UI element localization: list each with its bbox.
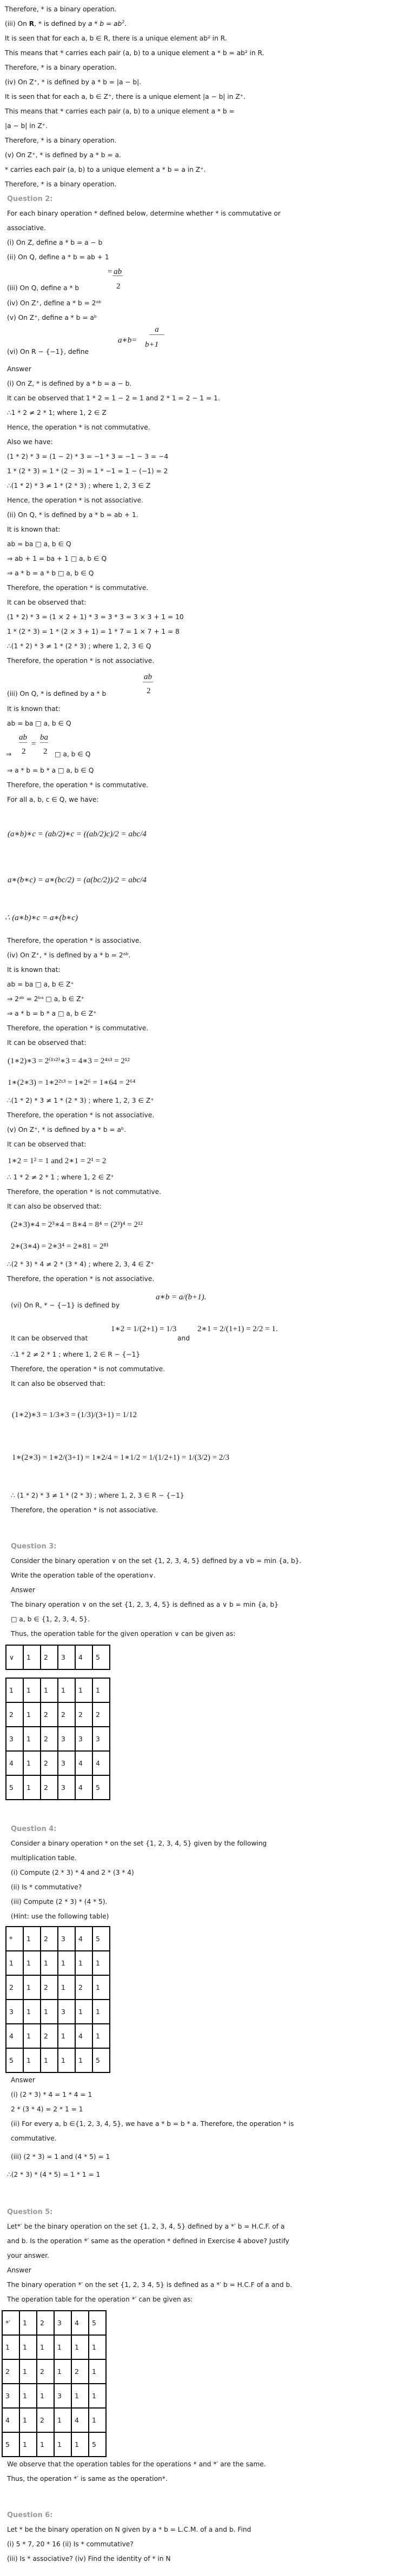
- table-cell: 3: [58, 1751, 75, 1775]
- text-line: It can be observed that:: [7, 1039, 87, 1046]
- table-cell: 2: [37, 2311, 54, 2335]
- text-line: ⇒ 2ᵃᵇ = 2ᵇᵃ □ a, b ∈ Z⁺: [7, 995, 84, 1003]
- text: (iii) On Q, define a * b: [7, 284, 79, 292]
- table-cell: 2: [75, 1975, 92, 2000]
- table-cell: 2: [6, 1975, 23, 2000]
- text-line: This means that * carries each pair (a, b) to a unique element a * b = ab² in R.: [5, 49, 264, 57]
- text-line: Therefore, the operation * is commutative.: [7, 781, 149, 789]
- table-cell: 1: [89, 2408, 106, 2432]
- answer-label: Answer: [11, 1586, 35, 1594]
- question-heading: Question 4:: [11, 1825, 57, 1833]
- table-header-row: [2, 2311, 106, 2335]
- table-cell: 1: [2, 2335, 19, 2359]
- table-cell: 1: [23, 1678, 41, 1702]
- text: (iii) On Q, * is defined by a * b: [7, 690, 107, 697]
- table-cell: 2: [37, 2359, 54, 2384]
- text-line: associative.: [7, 224, 46, 232]
- text-line: (ii) Is * commutative?: [11, 1883, 82, 1891]
- multiplication-table: [5, 1926, 110, 2073]
- table-cell: 1: [71, 2432, 89, 2457]
- text-line: your answer.: [7, 2252, 50, 2259]
- equation: 2∗1 = 2/(1+1) = 2/2 = 1.: [197, 1325, 278, 1333]
- table-cell: 1: [19, 2359, 37, 2384]
- text-line: (ii) On Q, * is defined by a * b = ab + 1.: [7, 511, 138, 519]
- text-line: (i) On Z, define a * b = a − b: [7, 239, 103, 246]
- equation: 1∗2 = 1² = 1 and 2∗1 = 2¹ = 2: [8, 1157, 107, 1165]
- table-cell: 1: [92, 1975, 110, 2000]
- text-line: It is seen that for each a, b ∈ R, there is a unique element ab² in R.: [5, 35, 227, 42]
- table-cell: 2: [41, 1727, 58, 1751]
- table-row: [6, 1678, 110, 1702]
- text-line: (v) On Z⁺, * is defined by a * b = aᵇ.: [7, 1126, 127, 1133]
- text-line: ∴ 1 * 2 ≠ 2 * 1 ; where 1, 2 ∈ Z⁺: [7, 1173, 114, 1181]
- table-cell: 5: [92, 1775, 110, 1800]
- text: and: [177, 1334, 190, 1342]
- text-line: (i) (2 * 3) * 4 = 1 * 4 = 1: [11, 2091, 92, 2098]
- text-line: Therefore, * is a binary operation.: [5, 180, 117, 188]
- table-row: [2, 2432, 106, 2457]
- text-line: ⇒ a * b = b * a □ a, b ∈ Z⁺: [7, 1010, 97, 1017]
- equation: ∴ (a∗b)∗c = a∗(b∗c): [5, 914, 78, 922]
- text-line: [0, 1316, 411, 1347]
- table-cell: 1: [58, 1975, 75, 2000]
- text-line: Therefore, the operation * is associative.: [7, 937, 142, 944]
- table-row: [6, 2024, 110, 2048]
- text-line: Therefore, the operation * is not associative.: [11, 1506, 158, 1514]
- table-cell: 3: [58, 1727, 75, 1751]
- table-cell: 1: [19, 2384, 37, 2408]
- table-cell: 5: [6, 2048, 23, 2072]
- table-cell: 1: [75, 2048, 92, 2072]
- text-line: (v) On Z⁺, * is defined by a * b = a.: [5, 151, 121, 159]
- text-line: For all a, b, c ∈ Q, we have:: [7, 796, 99, 803]
- text-line: commutative.: [11, 2135, 57, 2142]
- table-cell: *′: [2, 2311, 19, 2335]
- table-cell: 2: [71, 2359, 89, 2384]
- text-line: Let * be the binary operation on N given by a * b = L.C.M. of a and b. Find: [7, 2526, 251, 2533]
- operation-table-header: [5, 1645, 110, 1670]
- denominator: 2: [147, 687, 151, 695]
- text-line: ∴1 * 2 ≠ 2 * 1 ; where 1, 2 ∈ R − {−1}: [11, 1351, 141, 1358]
- text-line: (iv) On Z⁺, define a * b = 2ᵃᵇ: [7, 299, 102, 307]
- text-line: [0, 325, 411, 362]
- answer-label: Answer: [7, 2266, 31, 2274]
- text-line: The binary operation ∨ on the set {1, 2, 3, 4, 5} is defined as a ∨ b = min {a, b}: [11, 1601, 279, 1608]
- text-line: It can be observed that:: [7, 1141, 87, 1148]
- text: It can be observed that: [11, 1334, 88, 1342]
- table-cell: 1: [89, 2384, 106, 2408]
- text-line: We observe that the operation tables for the operations * and *′ are the same.: [7, 2460, 266, 2468]
- answer-label: Answer: [11, 2076, 35, 2084]
- table-row: [2, 2384, 106, 2408]
- table-cell: 4: [75, 1775, 92, 1800]
- table-cell: 2: [92, 1702, 110, 1727]
- equation: 1∗(2∗3) = 1∗2²ˣ³ = 1∗2⁶ = 1∗64 = 2⁶⁴: [8, 1078, 136, 1087]
- table-cell: 1: [75, 2000, 92, 2024]
- text: , * is defined by: [34, 20, 89, 28]
- table-cell: 1: [23, 2048, 41, 2072]
- table-cell: 5: [92, 1645, 110, 1669]
- table-cell: 3: [58, 2000, 75, 2024]
- table-cell: 5: [89, 2432, 106, 2457]
- table-cell: 1: [6, 1951, 23, 1975]
- table-cell: 2: [41, 1751, 58, 1775]
- text-line: It can be observed that:: [7, 599, 87, 606]
- text-line: ∴(2 * 3) * (4 * 5) = 1 * 1 = 1: [7, 2171, 101, 2178]
- text-line: Hence, the operation * is not commutative.: [7, 424, 150, 431]
- table-row: [6, 1751, 110, 1775]
- text-line: It is known that:: [7, 705, 61, 713]
- text-line: ∴(2 * 3) * 4 ≠ 2 * (3 * 4) ; where 2, 3, 4 ∈ Z⁺: [7, 1260, 154, 1268]
- question-heading: Question 2:: [7, 195, 53, 203]
- table-cell: 1: [37, 2432, 54, 2457]
- text-line: 1 * (2 * 3) = 1 * (2 − 3) = 1 * −1 = 1 − (−1) = 2: [7, 467, 168, 475]
- text-line: (iii) Is * associative? (iv) Find the identity of * in N: [7, 2555, 171, 2562]
- text-line: It can be observed that 1 * 2 = 1 − 2 = 1 and 2 * 1 = 2 − 1 = 1.: [7, 394, 220, 402]
- question-heading: Question 3:: [11, 1542, 57, 1551]
- table-header-row: [6, 1927, 110, 1951]
- table-cell: 4: [92, 1751, 110, 1775]
- text-line: This means that * carries each pair (a, b) to a unique element a * b =: [5, 108, 235, 115]
- text-line: [0, 265, 411, 296]
- text-line: (iv) On Z⁺, * is defined by a * b = 2ᵃᵇ.: [7, 951, 131, 959]
- table-cell: 4: [71, 2408, 89, 2432]
- text-line: ⇒ a * b = b * a □ a, b ∈ Q: [7, 767, 94, 774]
- text-line: [0, 668, 411, 702]
- table-cell: 5: [92, 2048, 110, 2072]
- text-line: ∴(1 * 2) * 3 ≠ 1 * (2 * 3) ; where 1, 2, 3 ∈ Z⁺: [7, 1097, 154, 1104]
- table-cell: 1: [19, 2408, 37, 2432]
- equation: (1∗2)∗3 = 2⁽¹ˣ²⁾∗3 = 4∗3 = 2⁴ˣ³ = 2¹²: [8, 1057, 130, 1065]
- text-line: multiplication table.: [11, 1854, 77, 1862]
- table-cell: *: [6, 1927, 23, 1951]
- text-line: * carries each pair (a, b) to a unique element a * b = a in Z⁺.: [5, 166, 206, 173]
- table-cell: ∨: [6, 1645, 23, 1669]
- table-cell: 1: [58, 2048, 75, 2072]
- text-line: Therefore, the operation * is not associative.: [7, 1111, 155, 1119]
- table-cell: 1: [54, 2335, 71, 2359]
- text-line: The binary operation *′ on the set {1, 2, 3 4, 5} is defined as a *′ b = H.C.F of a and b.: [7, 2281, 293, 2289]
- table-cell: 3: [54, 2311, 71, 2335]
- table-cell: 1: [58, 1951, 75, 1975]
- denominator: 2: [43, 747, 48, 756]
- text-line: ⇒ a * b = a * b □ a, b ∈ Q: [7, 569, 94, 577]
- text-line: For each binary operation * defined below, determine whether * is commutative or: [7, 210, 281, 217]
- table-cell: 1: [92, 1951, 110, 1975]
- table-cell: 1: [23, 1645, 41, 1669]
- table-row: [6, 1951, 110, 1975]
- superscript: 2: [122, 19, 125, 24]
- text-line: (1 * 2) * 3 = (1 − 2) * 3 = −1 * 3 = −1 − 3 = −4: [7, 453, 169, 460]
- text-line: (v) On Z⁺, define a * b = aᵇ: [7, 314, 97, 321]
- text-line: (1 * 2) * 3 = (1 × 2 + 1) * 3 = 3 * 3 = 3 × 3 + 1 = 10: [7, 613, 184, 621]
- text-line: □ a, b ∈ {1, 2, 3, 4, 5}.: [11, 1615, 90, 1623]
- text-line: It is seen that for each a, b ∈ Z⁺, there is a unique element |a − b| in Z⁺.: [5, 93, 246, 100]
- table-row: [6, 2048, 110, 2072]
- table-cell: 4: [75, 2024, 92, 2048]
- text-line: Consider the binary operation ∨ on the set {1, 2, 3, 4, 5} defined by a ∨b = min {a, b}.: [11, 1557, 302, 1565]
- text-line: Consider a binary operation * on the set {1, 2, 3, 4, 5} given by the following: [11, 1840, 267, 1847]
- table-cell: 2: [41, 1927, 58, 1951]
- equals: =: [31, 740, 36, 748]
- equation: (a∗b)∗c = (ab/2)∗c = ((ab/2)c)/2 = abc/4: [8, 830, 147, 838]
- table-cell: 1: [54, 2359, 71, 2384]
- text-line: 1 * (2 * 3) = 1 * (2 × 3 + 1) = 1 * 7 = 1 × 7 + 1 = 8: [7, 628, 180, 635]
- math: a∗b=: [118, 336, 137, 345]
- fraction: = ab: [107, 267, 122, 276]
- table-cell: 1: [89, 2335, 106, 2359]
- math: a * b = ab: [88, 20, 122, 28]
- denominator: b+1: [145, 340, 159, 349]
- table-cell: 4: [71, 2311, 89, 2335]
- text-line: (ii) For every a, b ∈{1, 2, 3, 4, 5}, we have a * b = b * a. Therefore, the operation * is: [11, 2120, 294, 2128]
- denominator: 2: [22, 747, 26, 756]
- table-cell: 1: [92, 1678, 110, 1702]
- numerator: ab: [144, 673, 152, 681]
- table-cell: 1: [58, 2024, 75, 2048]
- table-cell: 1: [41, 2048, 58, 2072]
- table-cell: 5: [2, 2432, 19, 2457]
- table-cell: 1: [23, 1975, 41, 2000]
- table-cell: 3: [58, 1645, 75, 1669]
- table-cell: 1: [23, 1702, 41, 1727]
- table-cell: 1: [71, 2384, 89, 2408]
- table-row: [2, 2359, 106, 2384]
- table-row: [6, 1775, 110, 1800]
- text-line: ∴ (1 * 2) * 3 ≠ 1 * (2 * 3) ; where 1, 2, 3 ∈ R − {−1}: [11, 1492, 184, 1499]
- text-line: Thus, the operation *′ is same as the operation*.: [7, 2475, 168, 2483]
- table-cell: 1: [41, 2000, 58, 2024]
- table-cell: 1: [19, 2432, 37, 2457]
- table-cell: 2: [41, 1645, 58, 1669]
- text-line: ∴1 * 2 ≠ 2 * 1; where 1, 2 ∈ Z: [7, 409, 107, 417]
- table-cell: 1: [19, 2311, 37, 2335]
- text-line: ab = ba □ a, b ∈ Q: [7, 720, 71, 727]
- text-line: Therefore, the operation * is not associative.: [7, 657, 155, 665]
- table-cell: 3: [58, 1775, 75, 1800]
- numerator: a: [149, 325, 164, 335]
- table-cell: 5: [92, 1927, 110, 1951]
- table-cell: 2: [37, 2408, 54, 2432]
- table-cell: 1: [89, 2359, 106, 2384]
- table-cell: 2: [2, 2359, 19, 2384]
- table-cell: 1: [23, 1727, 41, 1751]
- operation-table: [2, 2310, 107, 2457]
- text: (vi) On R − {−1}, define: [7, 348, 89, 355]
- text-line: Therefore, the operation * is commutative.: [7, 584, 149, 592]
- text: (iii) On: [5, 20, 29, 28]
- text-line: Therefore, the operation * is not associative.: [7, 1275, 155, 1283]
- table-cell: 1: [23, 1927, 41, 1951]
- table-cell: 1: [54, 2432, 71, 2457]
- equation: (2∗3)∗4 = 2³∗4 = 8∗4 = 8⁴ = (2³)⁴ = 2¹²: [11, 1220, 143, 1229]
- text-line: It can also be observed that:: [7, 1203, 102, 1210]
- table-cell: 5: [6, 1775, 23, 1800]
- table-row: [6, 1702, 110, 1727]
- table-cell: 4: [75, 1927, 92, 1951]
- numerator: ab: [114, 267, 122, 276]
- text-line: [0, 731, 411, 763]
- text: □ a, b ∈ Q: [55, 750, 91, 758]
- text-line: Therefore, * is a binary operation.: [5, 5, 117, 13]
- text-line: (iii) On R, * is defined by $a * b = ab^2$.: [5, 19, 127, 28]
- text-line: ⇒ ab + 1 = ba + 1 □ a, b ∈ Q: [7, 555, 107, 562]
- table-header-row: [6, 1645, 110, 1669]
- question-heading: Question 5:: [7, 2208, 53, 2216]
- table-cell: 1: [37, 2335, 54, 2359]
- table-cell: 4: [6, 2024, 23, 2048]
- table-cell: 4: [75, 1645, 92, 1669]
- text-line: Therefore, * is a binary operation.: [5, 137, 117, 144]
- table-cell: 2: [41, 1702, 58, 1727]
- table-cell: 3: [6, 2000, 23, 2024]
- text-line: |a − b| in Z⁺.: [5, 122, 48, 130]
- text-line: (iv) On Z⁺, * is defined by a * b = |a − b|.: [5, 78, 142, 86]
- table-cell: 1: [75, 1678, 92, 1702]
- text-line: Therefore, the operation * is commutative.: [7, 1024, 149, 1032]
- table-cell: 1: [19, 2335, 37, 2359]
- table-cell: 5: [89, 2311, 106, 2335]
- equation: 1∗2 = 1/(2+1) = 1/3: [111, 1325, 177, 1333]
- table-cell: 4: [6, 1751, 23, 1775]
- text-line: (i) Compute (2 * 3) * 4 and 2 * (3 * 4): [11, 1869, 134, 1876]
- implies-symbol: ⇒: [6, 750, 12, 758]
- table-cell: 1: [58, 1678, 75, 1702]
- table-cell: 1: [6, 1678, 23, 1702]
- text-line: It can also be observed that:: [11, 1380, 105, 1387]
- table-cell: 1: [54, 2408, 71, 2432]
- text-line: Hence, the operation * is not associative.: [7, 497, 143, 504]
- table-cell: 3: [54, 2384, 71, 2408]
- equation: a∗b = a/(b+1).: [156, 1293, 207, 1302]
- equation: 2∗(3∗4) = 2∗3⁴ = 2∗81 = 2⁸¹: [11, 1242, 109, 1251]
- table-cell: 1: [92, 2000, 110, 2024]
- equation: (1∗2)∗3 = 1/3∗3 = (1/3)/(3+1) = 1/12: [12, 1411, 137, 1419]
- text-line: 2 * (3 * 4) = 2 * 1 = 1: [11, 2105, 83, 2113]
- table-cell: 1: [23, 2024, 41, 2048]
- table-cell: 2: [6, 1702, 23, 1727]
- text-line: Therefore, * is a binary operation.: [5, 64, 117, 71]
- table-cell: 2: [41, 1975, 58, 2000]
- text-line: (iii) Compute (2 * 3) * (4 * 5).: [11, 1898, 108, 1906]
- numerator: ba: [40, 733, 48, 742]
- table-row: [6, 1727, 110, 1751]
- text-line: ab = ba □ a, b ∈ Z⁺: [7, 981, 74, 988]
- table-cell: 1: [71, 2335, 89, 2359]
- text: (vi) On R, * − {−1} is defined by: [11, 1302, 120, 1309]
- table-cell: 2: [58, 1702, 75, 1727]
- table-row: [6, 1975, 110, 2000]
- table-cell: 2: [41, 2024, 58, 2048]
- text-line: Also we have:: [7, 438, 53, 446]
- set-symbol: R: [29, 20, 35, 28]
- text-line: [0, 1286, 411, 1316]
- text-line: ∴(1 * 2) * 3 ≠ 1 * (2 * 3) ; where 1, 2, 3 ∈ Z: [7, 482, 151, 489]
- table-cell: 1: [23, 1751, 41, 1775]
- table-cell: 3: [6, 1727, 23, 1751]
- operation-table: [5, 1678, 110, 1800]
- text-line: (Hint: use the following table): [11, 1913, 109, 1920]
- table-cell: 1: [23, 1775, 41, 1800]
- text-line: Thus, the operation table for the given operation ∨ can be given as:: [11, 1630, 236, 1638]
- text-line: Therefore, the operation * is not commutative.: [11, 1365, 165, 1373]
- numerator: ab: [19, 733, 27, 742]
- table-cell: 1: [41, 1678, 58, 1702]
- table-cell: 3: [58, 1927, 75, 1951]
- table-cell: 1: [37, 2384, 54, 2408]
- text-line: and b. Is the operation *′ same as the operation * defined in Exercise 4 above? Justify: [7, 2237, 289, 2245]
- text-line: ∴(1 * 2) * 3 ≠ 1 * (2 * 3) ; where 1, 2, 3 ∈ Q: [7, 642, 151, 650]
- table-cell: 3: [75, 1727, 92, 1751]
- denominator: 2: [116, 282, 121, 291]
- text-line: (i) 5 * 7, 20 * 16 (ii) Is * commutative?: [7, 2540, 134, 2548]
- text-line: (iii) (2 * 3) = 1 and (4 * 5) = 1: [11, 2153, 110, 2161]
- text-line: ab = ba □ a, b ∈ Q: [7, 540, 71, 548]
- table-cell: 3: [92, 1727, 110, 1751]
- text-line: (ii) On Q, define a * b = ab + 1: [7, 253, 109, 261]
- text-line: It is known that:: [7, 526, 61, 533]
- equation: 1∗(2∗3) = 1∗2/(3+1) = 1∗2/4 = 1∗1/2 = 1/(1/2+1) = 1/(3/2) = 2/3: [12, 1453, 229, 1462]
- text-line: Therefore, the operation * is not commutative.: [7, 1188, 161, 1196]
- table-cell: 2: [41, 1775, 58, 1800]
- text-line: The operation table for the operation *′ can be given as:: [7, 2296, 193, 2303]
- text-line: Write the operation table of the operation∨.: [11, 1572, 156, 1579]
- table-cell: 4: [75, 1751, 92, 1775]
- text-line: It is known that:: [7, 966, 61, 974]
- question-heading: Question 6:: [7, 2511, 53, 2519]
- table-cell: 3: [2, 2384, 19, 2408]
- equation: a∗(b∗c) = a∗(bc/2) = (a(bc/2))/2 = abc/4: [8, 876, 147, 884]
- table-row: [2, 2408, 106, 2432]
- table-cell: 1: [23, 2000, 41, 2024]
- text-line: Let*′ be the binary operation on the set {1, 2, 3, 4, 5} defined by a *′ b = H.C.F. of a: [7, 2223, 285, 2230]
- table-cell: 2: [75, 1702, 92, 1727]
- table-row: [2, 2335, 106, 2359]
- table-cell: 4: [2, 2408, 19, 2432]
- table-cell: 1: [23, 1951, 41, 1975]
- table-cell: 1: [41, 1951, 58, 1975]
- table-cell: 1: [75, 1951, 92, 1975]
- table-cell: 1: [92, 2024, 110, 2048]
- text-line: (i) On Z, * is defined by a * b = a − b.: [7, 380, 132, 387]
- table-row: [6, 2000, 110, 2024]
- answer-label: Answer: [7, 365, 31, 373]
